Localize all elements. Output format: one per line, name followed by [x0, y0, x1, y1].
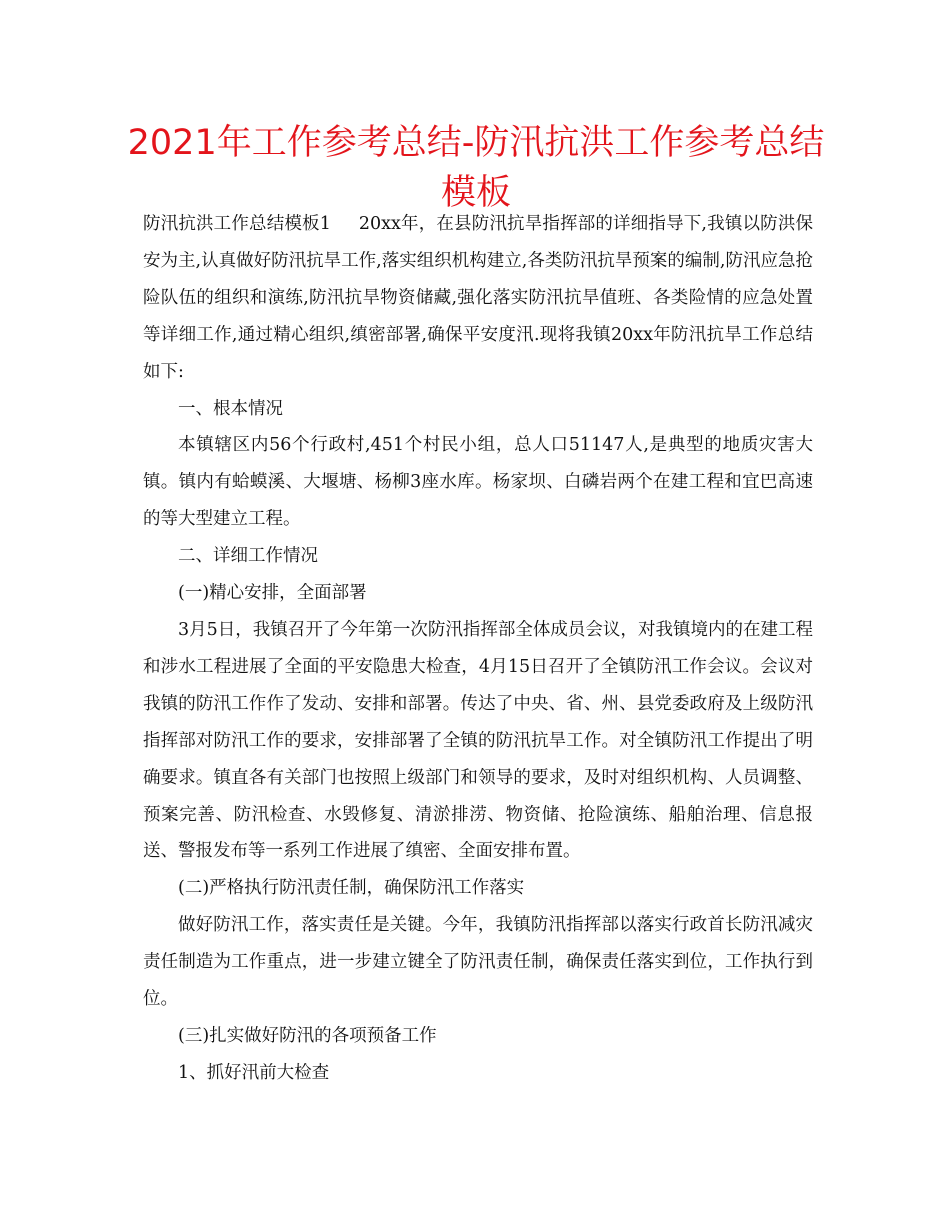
- intro-text: 20xx年，在县防汛抗旱指挥部的详细指导下,我镇以防洪保安为主,认真做好防汛抗旱工作,落实组织机构建立,各类防汛抗旱预案的编制,防汛应急抢险队伍的组织和演练,防汛抗旱物资储藏,强化落实防汛抗旱值班、各类险情的应急处置等详细工作,通过精心组织,缜密部署,确保平安度汛.现将我镇20xx年防汛抗旱工作总结如下:: [143, 214, 813, 382]
- subsection-heading-1: (一)精心安排，全面部署: [178, 583, 367, 604]
- item-heading-1: 1、抓好汛前大检查: [178, 1062, 330, 1083]
- paragraph-basic-info: 本镇辖区内56个行政村,451个村民小组，总人口51147人,是典型的地质灾害大镇。镇内有蛤蟆溪、大堰塘、杨柳3座水库。杨家坝、白磷岩两个在建工程和宜巴高速的等大型建立工程。: [143, 435, 813, 530]
- section-heading-1: 一、根本情况: [178, 398, 283, 419]
- section-heading-2: 二、详细工作情况: [178, 546, 318, 567]
- lead-label: 防汛抗洪工作总结模板1: [143, 214, 331, 234]
- subsection-heading-3: (三)扎实做好防汛的各项预备工作: [178, 1025, 437, 1046]
- subsection-heading-2: (二)严格执行防汛责任制，确保防汛工作落实: [178, 878, 525, 899]
- document-body: [143, 206, 813, 1092]
- paragraph-deployment: 3月5日，我镇召开了今年第一次防汛指挥部全体成员会议，对我镇境内的在建工程和涉水工程进展了全面的平安隐患大检查，4月15日召开了全镇防汛工作会议。会议对我镇的防汛工作作了发动、安排和部署。传达了中央、省、州、县党委政府及上级防汛指挥部对防汛工作的要求，安排部署了全镇的防汛抗旱工作。对全镇防汛工作提出了明确要求。镇直各有关部门也按照上级部门和领导的要求，及时对组织机构、人员调整、预案完善、防汛检查、水毁修复、清淤排涝、物资储、抢险演练、船舶治理、信息报送、警报发布等一系列工作进展了缜密、全面安排布置。: [143, 619, 813, 862]
- document-title: 2021年工作参考总结-防汛抗洪工作参考总结模板: [127, 123, 825, 213]
- paragraph-responsibility: 做好防汛工作，落实责任是关键。今年，我镇防汛指挥部以落实行政首长防汛减灾责任制造为工作重点，进一步建立键全了防汛责任制，确保责任落实到位，工作执行到位。: [143, 915, 813, 1010]
- paragraph-intro: [143, 206, 813, 391]
